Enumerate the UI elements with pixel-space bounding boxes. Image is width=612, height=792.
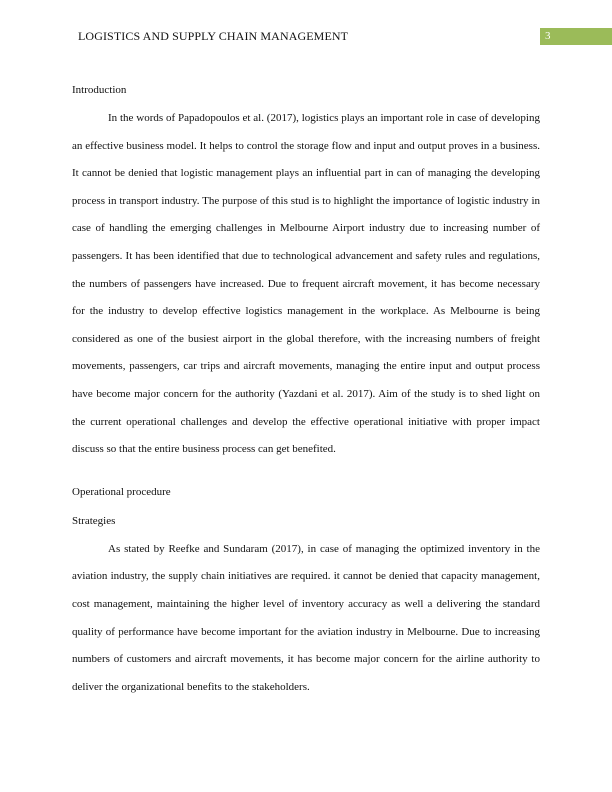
section-spacer [72,464,540,478]
introduction-paragraph: In the words of Papadopoulos et al. (2017), logistics plays an important role in case of developing an effective business model. It helps to control the storage flow and input and output proves in a business. It cannot be denied that logistic management plays an influential part in can of managing the developing process in transport industry. The purpose of this stud is to highlight the importance of logistic industry in case of handling the emerging challenges in Melbourne Airport industry due to increasing number of passengers. It has been identified that due to technological advancement and safety rules and regulations, the numbers of passengers have increased. Due to frequent aircraft movement, it has become necessary for the industry to develop effective logistics management in the workplace. As Melbourne is being considered as one of the busiest airport in the global therefore, with the increasing numbers of freight movements, passengers, car trips and aircraft movements, managing the entire input and output process have become major concern for the authority (Yazdani et al. 2017). Aim of the study is to shed light on the current operational challenges and develop the effective operational initiative with proper impact discuss so that the entire business process can get benefited. [72,112,540,456]
introduction-heading: Introduction [72,84,127,96]
operational-procedure-heading: Operational procedure [72,485,171,498]
strategies-paragraph: As stated by Reefke and Sundaram (2017), in case of managing the optimized inventory in the aviation industry, the supply chain initiatives are required. it cannot be denied that capacity management, cost management, maintaining the higher level of inventory accuracy as well a delivering the standard quality of performance have become important for the aviation industry in Melbourne. Due to increasing numbers of customers and aircraft movements, it has become major concern for the airline authority to deliver the organizational benefits to the stakeholders. [72,542,540,693]
document-body [72,76,540,701]
page-number-badge: 3 [540,28,612,45]
running-head-title: LOGISTICS AND SUPPLY CHAIN MANAGEMENT [78,29,349,43]
page-header [0,28,612,46]
strategies-heading: Strategies [72,514,116,527]
